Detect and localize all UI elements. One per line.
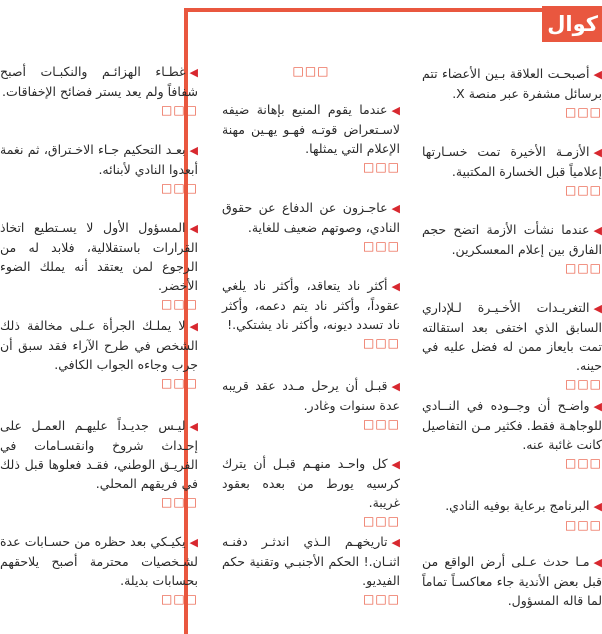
triangle-bullet-icon: ◀ bbox=[189, 144, 198, 157]
triangle-bullet-icon: ◀ bbox=[391, 280, 400, 293]
separator: □□□ bbox=[362, 592, 400, 606]
list-item: ◀التغريـدات الأخـيـرة لـلإداري السابق الذي اختفى بعد استقالته تمت بايعاز ممن له فضل عليه في حينه. □□□ bbox=[422, 300, 602, 391]
list-item: ◀غطـاء الهزائـم والنكبـات أصبح شفافاً ولم يعد يستر فضائح الإخفاقات. □□□ bbox=[0, 64, 198, 117]
triangle-bullet-icon: ◀ bbox=[391, 536, 400, 549]
separator: □□□ bbox=[362, 160, 400, 174]
triangle-bullet-icon: ◀ bbox=[189, 222, 198, 235]
list-item: ◀أصبحـت العلاقة بـين الأعضاء تتم برسائل مشفرة عبر منصة X. □□□ bbox=[422, 66, 602, 119]
list-item: ◀بعـد التحكيم جـاء الاخـتراق، ثم نغمة أبعدوا النادي لأبنائه. □□□ bbox=[0, 142, 198, 195]
list-item: ◀عندما يقوم المنيع بإهانة ضيفه لاسـتعراض قوتـه فهـو يهـين مهنة الإعلام التي يمثلها. □□□ bbox=[222, 102, 400, 174]
separator: □□□ bbox=[362, 239, 400, 253]
list-item: ◀واضـح أن وجــوده في النــادي للوجاهـة فقط. فكثير مـن التفاصيل كانت غائبة عنه. □□□ bbox=[422, 398, 602, 470]
list-item: ◀قبـل أن يرحل مـدد عقد قريبه عدة سنوات وغادر. □□□ bbox=[222, 378, 400, 431]
triangle-bullet-icon: ◀ bbox=[189, 320, 198, 333]
list-item: ◀المسؤول الأول لا يسـتطيع اتخاذ القرارات باستقلالية، فلابد له من الرجوع لمن يعتقد أنه يملك الضوء الأخضر. □□□ bbox=[0, 220, 198, 311]
list-item: ◀الأزمـة الأخيرة تمت خسـارتها إعلامياً قبل الخسارة المكتبية. □□□ bbox=[422, 144, 602, 197]
column-middle bbox=[222, 14, 400, 634]
separator: □□□ bbox=[160, 495, 198, 509]
separator: □□□ bbox=[564, 183, 602, 197]
triangle-bullet-icon: ◀ bbox=[593, 556, 602, 569]
separator: □□□ bbox=[160, 103, 198, 117]
list-item: ◀ليـس جديـداً عليهـم العمـل على إحـداث شروخ وانقسـامات في الفريـق الوطني، فقـد فعلوها قبل ذلك في فريقهم المحلي. □□□ bbox=[0, 418, 198, 509]
section-title: كوال bbox=[547, 12, 598, 36]
triangle-bullet-icon: ◀ bbox=[189, 536, 198, 549]
list-item: ◀أكثر ناد يتعاقد، وأكثر ناد يلغي عقوداً، وأكثر ناد يتم دعمه، وأكثر ناد تسدد ديونه، وأكثر ناد يشتكي.! □□□ bbox=[222, 278, 400, 350]
triangle-bullet-icon: ◀ bbox=[391, 104, 400, 117]
list-item: ◀البرنامج برعاية بوفيه النادي. □□□ bbox=[422, 496, 602, 532]
separator: □□□ bbox=[160, 592, 198, 606]
list-item: ◀عندما نشأت الأزمة اتضح حجم الفارق بين إعلام المعسكرين. □□□ bbox=[422, 222, 602, 275]
triangle-bullet-icon: ◀ bbox=[593, 500, 602, 513]
list-item: ◀عاجـزون عن الدفاع عن حقوق النادي، وصوتهم ضعيف للغاية. □□□ bbox=[222, 200, 400, 253]
separator: □□□ bbox=[564, 518, 602, 532]
column-left bbox=[0, 14, 198, 634]
triangle-bullet-icon: ◀ bbox=[593, 224, 602, 237]
separator: □□□ bbox=[564, 105, 602, 119]
article-columns bbox=[0, 14, 602, 634]
separator: □□□ bbox=[362, 336, 400, 350]
separator: □□□ bbox=[362, 514, 400, 528]
list-item: ◀كل واحـد منهـم قبـل أن يترك كرسيه يورط من بعده بعقود غريبة. □□□ bbox=[222, 456, 400, 528]
separator: □□□ bbox=[564, 456, 602, 470]
list-item: ◀يكيـكي بعد حظره من حسـابات عدة لشـخصيات محترمة أصبح يلاحقهم بحسابات بديلة. □□□ bbox=[0, 534, 198, 606]
triangle-bullet-icon: ◀ bbox=[391, 458, 400, 471]
triangle-bullet-icon: ◀ bbox=[391, 380, 400, 393]
triangle-bullet-icon: ◀ bbox=[189, 66, 198, 79]
triangle-bullet-icon: ◀ bbox=[593, 400, 602, 413]
triangle-bullet-icon: ◀ bbox=[593, 68, 602, 81]
top-rule bbox=[184, 8, 602, 12]
separator: □□□ bbox=[160, 297, 198, 311]
triangle-bullet-icon: ◀ bbox=[189, 420, 198, 433]
separator: □□□ bbox=[362, 417, 400, 431]
separator: □□□ bbox=[564, 377, 602, 391]
triangle-bullet-icon: ◀ bbox=[593, 146, 602, 159]
list-item: ◀لا يملـك الجرأة عـلى مخالفة ذلك الشخص في طرح الآراء فقد سبق أن جرب وجاءه الجواب الكافي. □□□ bbox=[0, 318, 198, 390]
column-right bbox=[422, 14, 602, 634]
triangle-bullet-icon: ◀ bbox=[391, 202, 400, 215]
triangle-bullet-icon: ◀ bbox=[593, 302, 602, 315]
separator: □□□ bbox=[160, 181, 198, 195]
separator: □□□ bbox=[292, 64, 330, 78]
list-item: ◀مـا حدث عـلى أرض الواقع من قبل بعض الأندية جاء معاكسـاً تماماً لما قاله المسؤول. bbox=[422, 554, 602, 608]
separator: □□□ bbox=[564, 261, 602, 275]
list-item: ◀تاريخهـم الـذي اندثـر دفنـه اثنـان.! الحكم الأجنبـي وتقنية حكم الفيديو. □□□ bbox=[222, 534, 400, 606]
separator: □□□ bbox=[160, 376, 198, 390]
